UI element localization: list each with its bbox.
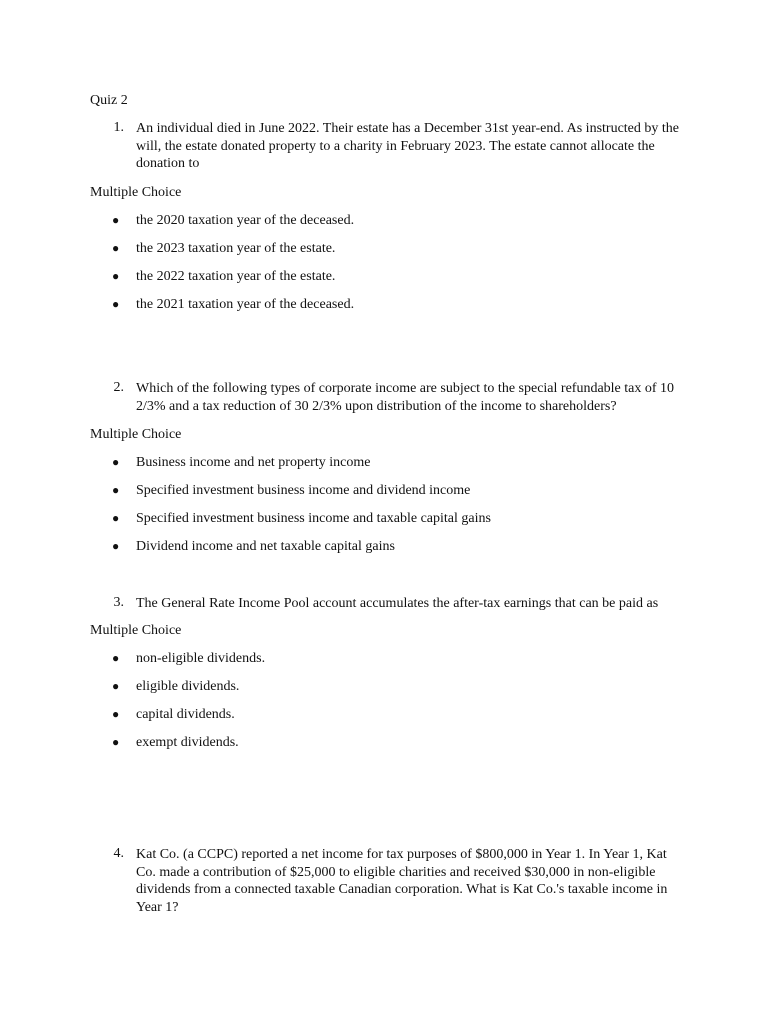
bullet-icon: ● — [112, 707, 120, 721]
answer-option: Business income and net property income — [136, 455, 371, 470]
question-text-line: donation to — [136, 156, 200, 171]
answer-option: Dividend income and net taxable capital gains — [136, 539, 395, 554]
question-text-line: Co. made a contribution of $25,000 to eligible charities and received $30,000 in non-eligible — [136, 864, 656, 880]
question-text-line: The General Rate Income Pool account accumulates the after-tax earnings that can be paid as — [136, 596, 659, 611]
answer-option: the 2020 taxation year of the deceased. — [136, 213, 355, 228]
question-text-line: An individual died in June 2022. Their estate has a December 31st year-end. As instructed by the — [136, 121, 679, 136]
bullet-icon: ● — [112, 241, 120, 255]
answer-option: Specified investment business income and taxable capital gains — [136, 511, 491, 526]
bullet-icon: ● — [112, 679, 120, 693]
bullet-icon: ● — [112, 511, 120, 525]
question-text-line: dividends from a connected taxable Canadian corporation. What is Kat Co.'s taxable income in — [136, 882, 668, 897]
answer-option: exempt dividends. — [136, 735, 239, 750]
answer-option: capital dividends. — [136, 707, 235, 722]
answer-option: Specified investment business income and dividend income — [136, 483, 471, 498]
answer-option: non-eligible dividends. — [136, 651, 266, 666]
question-text — [136, 120, 681, 173]
multiple-choice-label: Multiple Choice — [90, 623, 182, 638]
question-text-line: 2/3% and a tax reduction of 30 2/3% upon distribution of the income to shareholders? — [136, 398, 617, 414]
question-text-line: will, the estate donated property to a charity in February 2023. The estate cannot allocate the — [136, 138, 655, 154]
bullet-icon: ● — [112, 455, 120, 469]
quiz-title: Quiz 2 — [90, 93, 128, 108]
bullet-icon: ● — [112, 297, 120, 311]
bullet-icon: ● — [112, 651, 120, 665]
question-text-line: Which of the following types of corporate income are subject to the special refundable tax of 10 — [136, 381, 675, 396]
answer-option: the 2023 taxation year of the estate. — [136, 241, 336, 256]
question-number: 2. — [113, 380, 124, 395]
bullet-icon: ● — [112, 483, 120, 497]
question-text — [136, 595, 681, 613]
bullet-icon: ● — [112, 213, 120, 227]
question-text-line: Year 1? — [136, 899, 179, 915]
bullet-icon: ● — [112, 539, 120, 553]
answer-option: the 2022 taxation year of the estate. — [136, 269, 336, 284]
question-text-line: Kat Co. (a CCPC) reported a net income for tax purposes of $800,000 in Year 1. In Year 1, Kat — [136, 847, 667, 862]
answer-option: eligible dividends. — [136, 679, 240, 694]
question-text — [136, 380, 681, 415]
question-number: 4. — [113, 846, 124, 861]
bullet-icon: ● — [112, 735, 120, 749]
answer-option: the 2021 taxation year of the deceased. — [136, 297, 355, 312]
multiple-choice-label: Multiple Choice — [90, 185, 182, 200]
question-text — [136, 846, 681, 916]
question-number: 1. — [113, 120, 124, 135]
bullet-icon: ● — [112, 269, 120, 283]
multiple-choice-label: Multiple Choice — [90, 427, 182, 442]
question-number: 3. — [113, 595, 124, 610]
